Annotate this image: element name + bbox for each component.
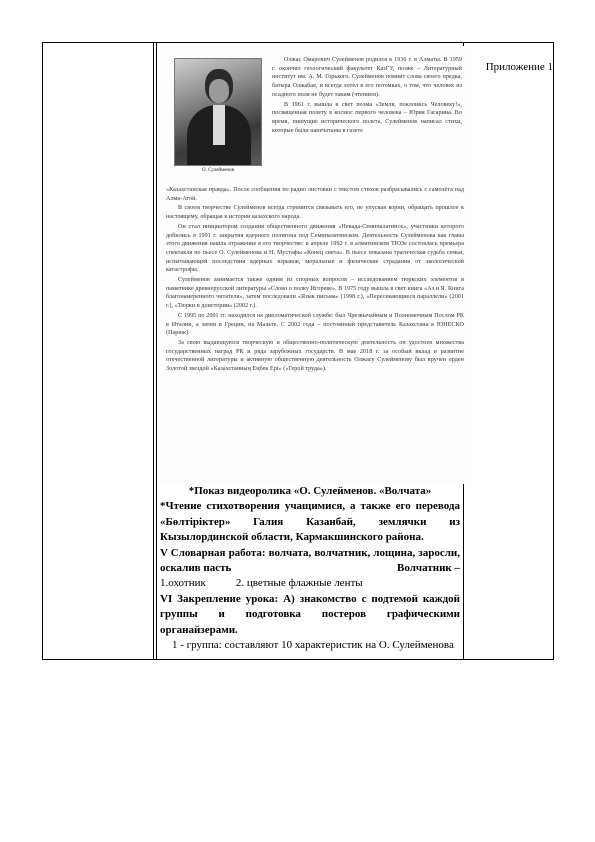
group-task: 1 - группа: составляют 10 характеристик на О. Сулейменова <box>172 639 454 652</box>
definition-item: 1.охотник <box>160 577 206 590</box>
scan-paragraph: С 1995 по 2001 гг. находился на дипломатической службе: был Чрезвычайным и Полномочным Послом РК в Италии, а затем в Греции, на Мальте. С 2002 года – постоянный представитель Казахстана в ЮНЕСКО (Париж). <box>166 312 464 337</box>
vocabulary-term: Волчатник – <box>397 562 460 575</box>
photo-caption: О. Сулейменов <box>202 168 234 173</box>
appendix-label: Приложение 1 <box>485 61 553 73</box>
reinforcement-step: VI Закрепление урока: А) знакомство с подтемой каждой группы и подготовка постеров графическими органайзерами. <box>160 592 460 636</box>
scan-text-right <box>272 56 462 136</box>
scan-paragraph: В 1961 г. вышла в свет поэма «Земля, поклонись Человеку!», посвященная полету в космос первого человека – Юрия Гагарина. Во время, пишущие исторического полета, Сулейменов написал стихи, которые были напечатаны в газете <box>272 101 462 134</box>
vocabulary-step <box>160 546 460 577</box>
scan-paragraph: Олжас Омарович Сулейменов родился в 1936 г. в Алматы. В 1959 г. окончил геологический факультет КазГУ, позже – Литературный институт им. А. М. Горького. Сулейменов помнит слова своего предка, батыра Олжабая, и всегда хотел в его потомках, о том, что человек из осадного поля не будет таким (чтением). <box>272 57 462 98</box>
column-divider <box>153 43 154 659</box>
definition-item: 2. цветные флажные ленты <box>235 577 363 590</box>
scanned-textbook-page <box>160 46 468 484</box>
author-photo <box>174 58 262 166</box>
video-step: *Показ видеоролика «О. Сулейменов. «Волчата» <box>188 485 432 497</box>
scan-paragraph: Он стал инициатором создания общественного движения «Невада-Семипалатинск», участники которого добились в 1991 г. закрытия ядерного полигона под Семипалатинском. Деятельность Сулейменова как главы этого движения нашла отражение в его творчестве: в апреле 1992 г. в алматинском ТЮЗе состоялась премьера спектакля по пьесе О. Сулейменова и Н. Мустафы «Конец света». В пьесе показана трагическая судьба семьи, испытывающей последствия ядерных взрывов, моральные и физические страдания от экологической катастрофы. <box>166 223 464 274</box>
scan-paragraph: В своем творчестве Сулейменов всегда стремится связывать его, не упуская корни, обращать прошлое к настоящему, обращая к истории казахского народа. <box>166 205 464 221</box>
scan-paragraph: За свою выдающуюся творческую и общественно-политическую деятельность он удостоен множества государственных наград РК и ряда зарубежных государств. В мае 2018 г. за особый вклад в развитие отечественной литературы и активную общественную деятельность Олжасу Сулейменову был вручен орден Золотой звездой «Казахстанның Еңбек Ері» («Герой труда»). <box>166 339 464 373</box>
vocabulary-words: V Словарная работа: волчата, волчатник, лощина, заросли, оскалив пасть <box>160 546 460 575</box>
scan-text-full <box>166 186 464 375</box>
column-divider <box>156 43 157 659</box>
scan-paragraph: Сулейменов занимается также одним из спорных вопросов – исследованием тюркских элементов в памятнике древнерусской литературы «Слово о полку Игореве». В 1975 году вышла в свет книга «Аз и Я. Книга благонамеренного читателя», затем последовали «Язык письма» (1998 г.), «Пересекающиеся параллели» (2001 г.), «Тюрки в доистории» (2002 г.). <box>166 277 464 310</box>
vocabulary-definitions <box>160 576 460 591</box>
scan-paragraph: «Казахстанская правда». После сообщения по радио листовки с текстом стихов разбрасывались с самолёта над Алма-Атой. <box>166 187 464 202</box>
reading-step: *Чтение стихотворения учащимися, а также его перевода «Бөлтіріктер» Галия Казанбай, землячки из Кызылординской области, Кармакшинского района. <box>160 500 460 544</box>
lesson-steps <box>160 484 460 653</box>
